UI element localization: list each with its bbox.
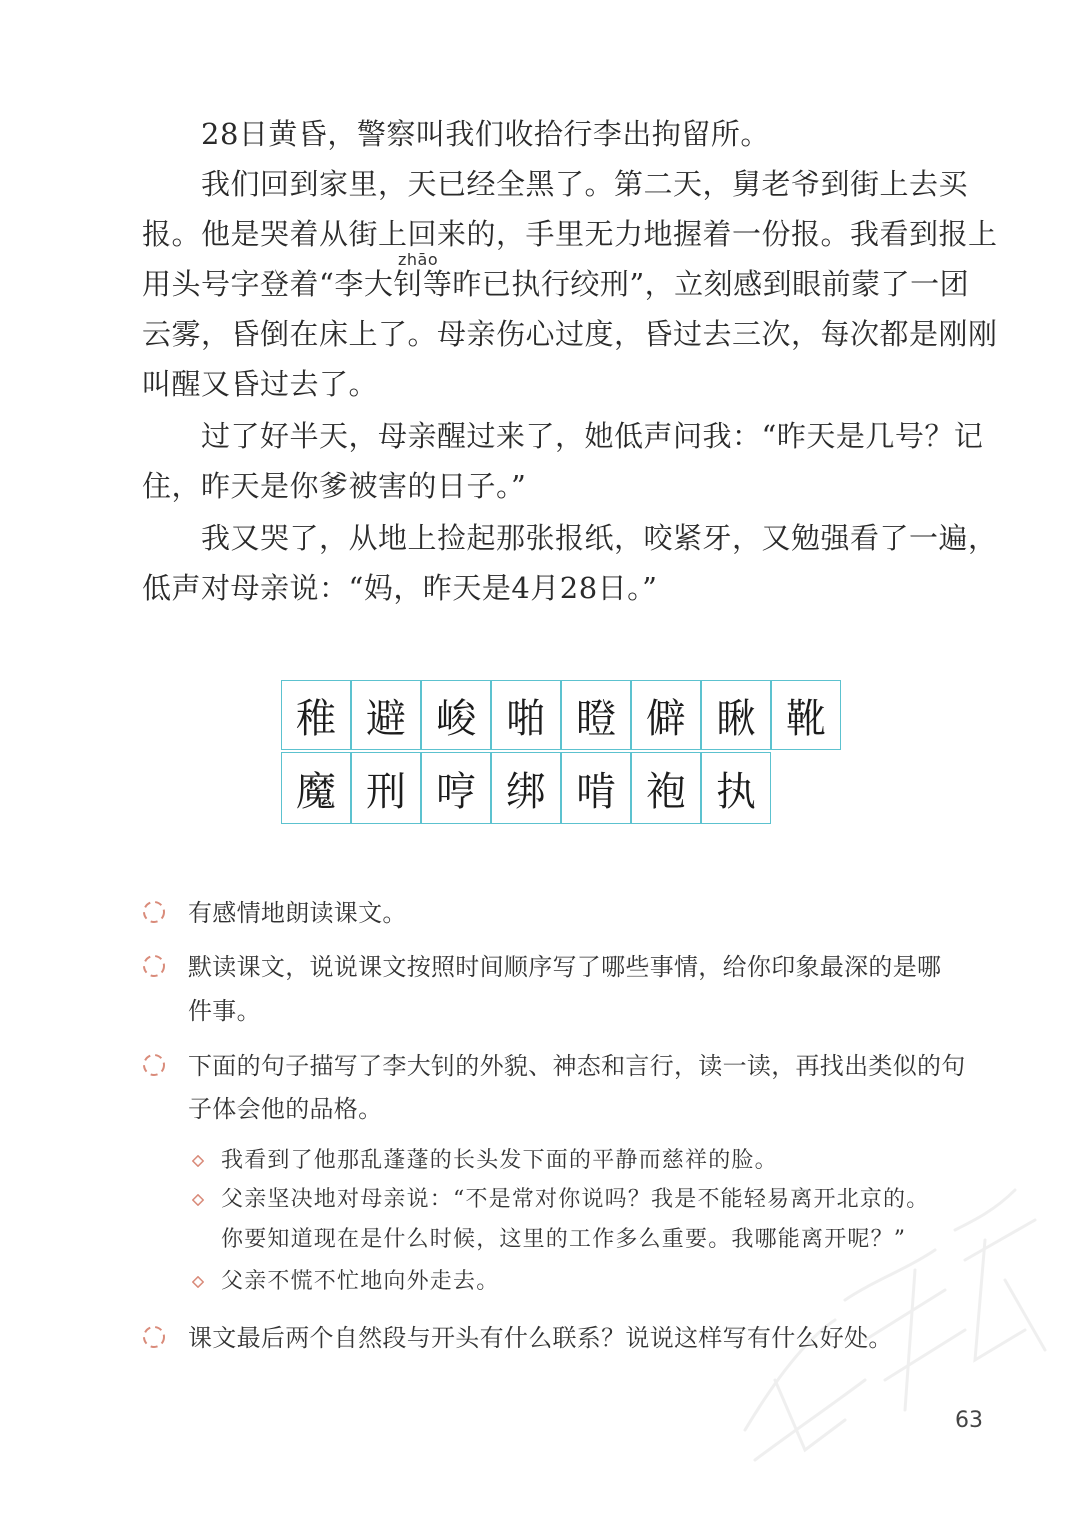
passage-line-5: 云雾，昏倒在床上了。母亲伤心过度，昏过去三次，每次都是刚刚 [142, 317, 998, 351]
char-cell: 哼 [421, 752, 491, 824]
exercise-bullet-icon [141, 899, 167, 925]
quote-item-2-cont: 你要知道现在是什么时候，这里的工作多么重要。我哪能离开呢？” [221, 1227, 907, 1252]
diamond-bullet-icon [192, 1155, 204, 1167]
exercise-2: 默读课文，说说课文按照时间顺序写了哪些事情，给你印象最深的是哪 [188, 953, 942, 981]
passage-line-4: 用头号字登着“李大钊等昨已执行绞刑”，立刻感到眼前蒙了一团 [142, 267, 970, 301]
exercise-4: 课文最后两个自然段与开头有什么联系？说说这样写有什么好处。 [188, 1324, 893, 1352]
exercise-bullet-icon [141, 953, 167, 979]
quote-item-3: 父亲不慌不忙地向外走去。 [221, 1269, 500, 1294]
char-cell: 峻 [421, 680, 491, 750]
exercise-2-cont: 件事。 [188, 997, 261, 1025]
pinyin-annotation: zhāo [398, 250, 439, 269]
passage-line-3: 报。他是哭着从街上回来的，手里无力地握着一份报。我看到报上 [142, 217, 998, 251]
passage-line-9: 我又哭了，从地上捡起那张报纸，咬紧牙，又勉强看了一遍， [201, 521, 998, 555]
exercise-bullet-icon [141, 1052, 167, 1078]
char-cell: 魔 [281, 752, 351, 824]
quote-item-2: 父亲坚决地对母亲说：“不是常对你说吗？我是不能轻易离开北京的。 [221, 1187, 930, 1212]
char-cell: 瞪 [561, 680, 631, 750]
char-cell: 稚 [281, 680, 351, 750]
exercise-1: 有感情地朗读课文。 [188, 899, 407, 927]
char-cell: 执 [701, 752, 771, 824]
char-cell: 刑 [351, 752, 421, 824]
char-cell: 袍 [631, 752, 701, 824]
passage-line-2: 我们回到家里，天已经全黑了。第二天，舅老爷到街上去买 [201, 167, 969, 201]
diamond-bullet-icon [192, 1276, 204, 1288]
passage-line-8: 住，昨天是你爹被害的日子。” [142, 469, 527, 503]
passage-line-6: 叫醒又昏过去了。 [142, 367, 379, 401]
char-cell: 僻 [631, 680, 701, 750]
char-cell: 啃 [561, 752, 631, 824]
char-cell: 靴 [771, 680, 841, 750]
char-cell: 避 [351, 680, 421, 750]
exercise-3: 下面的句子描写了李大钊的外貌、神态和言行，读一读，再找出类似的句 [188, 1052, 966, 1080]
quote-item-1: 我看到了他那乱蓬蓬的长头发下面的平静而慈祥的脸。 [221, 1148, 778, 1173]
char-cell: 啪 [491, 680, 561, 750]
watermark-logo [715, 1130, 1055, 1490]
char-cell: 瞅 [701, 680, 771, 750]
diamond-bullet-icon [192, 1194, 204, 1206]
passage-line-1: 28日黄昏，警察叫我们收拾行李出拘留所。 [201, 117, 770, 151]
passage-line-10: 低声对母亲说：“妈，昨天是4月28日。” [142, 571, 658, 605]
page-number: 63 [955, 1408, 983, 1433]
exercise-bullet-icon [141, 1324, 167, 1350]
passage-line-7: 过了好半天，母亲醒过来了，她低声问我：“昨天是几号？记 [201, 419, 984, 453]
exercise-3-cont: 子体会他的品格。 [188, 1095, 383, 1123]
char-cell: 绑 [491, 752, 561, 824]
